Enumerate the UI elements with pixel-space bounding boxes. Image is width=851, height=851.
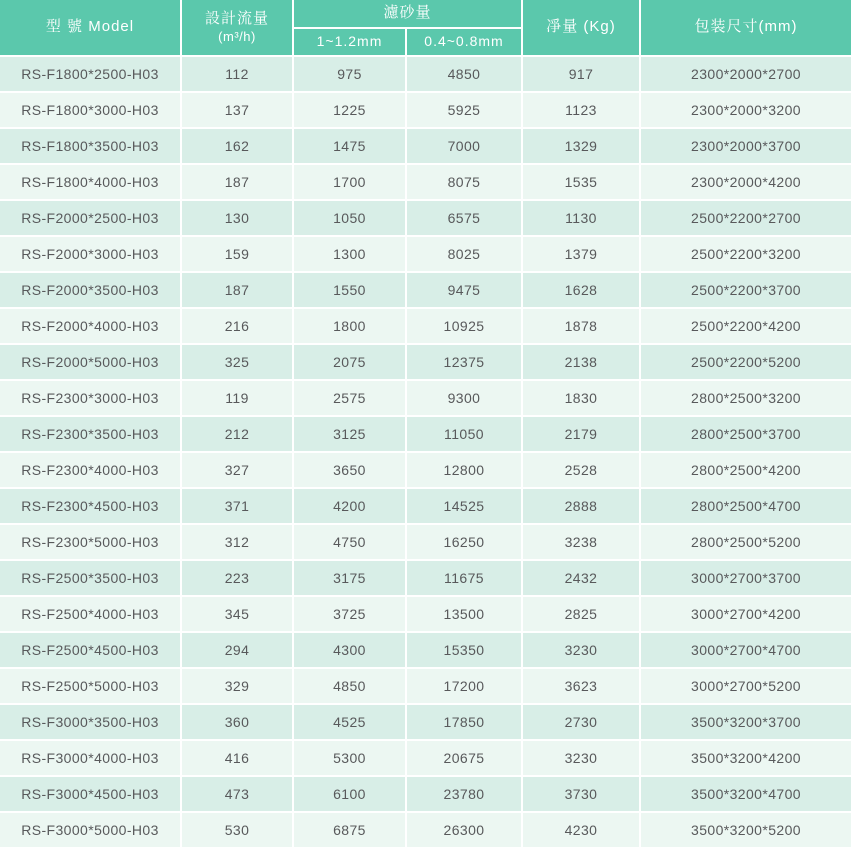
cell-net-weight: 1329: [523, 129, 639, 163]
cell-package-size: 2500*2200*3200: [641, 237, 851, 271]
cell-design-flow: 212: [182, 417, 292, 451]
cell-package-size: 3000*2700*4200: [641, 597, 851, 631]
cell-net-weight: 3623: [523, 669, 639, 703]
cell-sand-fine: 10925: [407, 309, 521, 343]
cell-model: RS-F2300*5000-H03: [0, 525, 180, 559]
header-sand-coarse: [294, 29, 405, 55]
cell-package-size: 3000*2700*5200: [641, 669, 851, 703]
cell-package-size: 2800*2500*5200: [641, 525, 851, 559]
cell-design-flow: 530: [182, 813, 292, 847]
cell-net-weight: 2528: [523, 453, 639, 487]
cell-net-weight: 3230: [523, 633, 639, 667]
cell-sand-coarse: 4850: [294, 669, 405, 703]
cell-design-flow: 371: [182, 489, 292, 523]
header-package-size: [641, 0, 851, 55]
cell-sand-fine: 6575: [407, 201, 521, 235]
header-design-flow: [182, 0, 292, 55]
cell-net-weight: 1830: [523, 381, 639, 415]
cell-design-flow: 223: [182, 561, 292, 595]
header-net-weight: [523, 0, 639, 55]
cell-model: RS-F2300*4000-H03: [0, 453, 180, 487]
cell-package-size: 2800*2500*4200: [641, 453, 851, 487]
header-design-flow-label: 設計流量: [204, 10, 269, 27]
cell-package-size: 3000*2700*4700: [641, 633, 851, 667]
cell-net-weight: 3730: [523, 777, 639, 811]
cell-sand-fine: 7000: [407, 129, 521, 163]
cell-package-size: 3500*3200*5200: [641, 813, 851, 847]
cell-sand-fine: 15350: [407, 633, 521, 667]
cell-net-weight: 2825: [523, 597, 639, 631]
cell-model: RS-F1800*3000-H03: [0, 93, 180, 127]
cell-package-size: 3500*3200*4200: [641, 741, 851, 775]
cell-sand-coarse: 4200: [294, 489, 405, 523]
cell-sand-fine: 8025: [407, 237, 521, 271]
header-model: [0, 0, 180, 55]
cell-sand-fine: 16250: [407, 525, 521, 559]
cell-design-flow: 312: [182, 525, 292, 559]
cell-model: RS-F2000*3000-H03: [0, 237, 180, 271]
cell-model: RS-F2500*4000-H03: [0, 597, 180, 631]
cell-net-weight: 1628: [523, 273, 639, 307]
cell-sand-coarse: 3650: [294, 453, 405, 487]
cell-sand-coarse: 6100: [294, 777, 405, 811]
cell-net-weight: 1130: [523, 201, 639, 235]
cell-sand-fine: 26300: [407, 813, 521, 847]
cell-package-size: 2300*2000*4200: [641, 165, 851, 199]
cell-net-weight: 1123: [523, 93, 639, 127]
cell-sand-fine: 14525: [407, 489, 521, 523]
cell-design-flow: 294: [182, 633, 292, 667]
cell-design-flow: 345: [182, 597, 292, 631]
cell-model: RS-F2500*4500-H03: [0, 633, 180, 667]
cell-sand-coarse: 3725: [294, 597, 405, 631]
cell-sand-coarse: 975: [294, 57, 405, 91]
cell-net-weight: 917: [523, 57, 639, 91]
cell-package-size: 2500*2200*2700: [641, 201, 851, 235]
cell-design-flow: 137: [182, 93, 292, 127]
cell-model: RS-F3000*4500-H03: [0, 777, 180, 811]
cell-sand-coarse: 2575: [294, 381, 405, 415]
header-sand-volume-label: 濾砂量: [383, 4, 432, 22]
cell-sand-fine: 12375: [407, 345, 521, 379]
cell-net-weight: 1878: [523, 309, 639, 343]
cell-sand-fine: 8075: [407, 165, 521, 199]
cell-net-weight: 2432: [523, 561, 639, 595]
header-sand-volume-group: [294, 0, 521, 27]
cell-package-size: 2800*2500*3700: [641, 417, 851, 451]
cell-model: RS-F2000*5000-H03: [0, 345, 180, 379]
cell-sand-fine: 11675: [407, 561, 521, 595]
cell-design-flow: 112: [182, 57, 292, 91]
cell-sand-coarse: 4525: [294, 705, 405, 739]
cell-design-flow: 187: [182, 165, 292, 199]
cell-design-flow: 119: [182, 381, 292, 415]
cell-sand-coarse: 1475: [294, 129, 405, 163]
cell-net-weight: 3238: [523, 525, 639, 559]
cell-sand-fine: 5925: [407, 93, 521, 127]
cell-sand-fine: 12800: [407, 453, 521, 487]
cell-design-flow: 329: [182, 669, 292, 703]
cell-sand-coarse: 1300: [294, 237, 405, 271]
cell-package-size: 2300*2000*3200: [641, 93, 851, 127]
cell-sand-coarse: 1050: [294, 201, 405, 235]
cell-model: RS-F3000*4000-H03: [0, 741, 180, 775]
cell-design-flow: 159: [182, 237, 292, 271]
header-sand-coarse-label: 1~1.2mm: [316, 33, 383, 50]
cell-model: RS-F1800*2500-H03: [0, 57, 180, 91]
cell-net-weight: 2730: [523, 705, 639, 739]
cell-sand-coarse: 1700: [294, 165, 405, 199]
header-sand-fine: [407, 29, 521, 55]
cell-sand-fine: 4850: [407, 57, 521, 91]
header-design-flow-unit: (m³/h): [218, 28, 256, 44]
cell-model: RS-F3000*5000-H03: [0, 813, 180, 847]
cell-model: RS-F2500*5000-H03: [0, 669, 180, 703]
cell-sand-coarse: 1225: [294, 93, 405, 127]
cell-package-size: 3500*3200*4700: [641, 777, 851, 811]
cell-sand-coarse: 6875: [294, 813, 405, 847]
cell-model: RS-F2300*4500-H03: [0, 489, 180, 523]
cell-net-weight: 1379: [523, 237, 639, 271]
cell-sand-coarse: 1800: [294, 309, 405, 343]
cell-net-weight: 4230: [523, 813, 639, 847]
header-sand-fine-label: 0.4~0.8mm: [424, 33, 504, 50]
cell-sand-fine: 9475: [407, 273, 521, 307]
cell-design-flow: 162: [182, 129, 292, 163]
cell-sand-coarse: 4750: [294, 525, 405, 559]
header-net-weight-label: 凈量 (Kg): [546, 18, 616, 36]
cell-net-weight: 3230: [523, 741, 639, 775]
cell-sand-fine: 11050: [407, 417, 521, 451]
cell-design-flow: 416: [182, 741, 292, 775]
cell-sand-fine: 17200: [407, 669, 521, 703]
cell-design-flow: 360: [182, 705, 292, 739]
cell-package-size: 2300*2000*2700: [641, 57, 851, 91]
cell-design-flow: 473: [182, 777, 292, 811]
cell-model: RS-F2000*3500-H03: [0, 273, 180, 307]
cell-model: RS-F2500*3500-H03: [0, 561, 180, 595]
cell-package-size: 3000*2700*3700: [641, 561, 851, 595]
cell-package-size: 2500*2200*3700: [641, 273, 851, 307]
cell-model: RS-F2300*3500-H03: [0, 417, 180, 451]
cell-package-size: 2500*2200*4200: [641, 309, 851, 343]
cell-sand-coarse: 3175: [294, 561, 405, 595]
cell-sand-coarse: 5300: [294, 741, 405, 775]
cell-model: RS-F1800*3500-H03: [0, 129, 180, 163]
cell-package-size: 2800*2500*3200: [641, 381, 851, 415]
cell-model: RS-F3000*3500-H03: [0, 705, 180, 739]
cell-sand-fine: 9300: [407, 381, 521, 415]
cell-design-flow: 327: [182, 453, 292, 487]
header-model-label: 型 號 Model: [45, 18, 135, 36]
cell-design-flow: 130: [182, 201, 292, 235]
cell-sand-coarse: 2075: [294, 345, 405, 379]
cell-design-flow: 325: [182, 345, 292, 379]
cell-package-size: 2300*2000*3700: [641, 129, 851, 163]
cell-sand-coarse: 4300: [294, 633, 405, 667]
cell-model: RS-F2300*3000-H03: [0, 381, 180, 415]
cell-net-weight: 2179: [523, 417, 639, 451]
cell-design-flow: 187: [182, 273, 292, 307]
cell-package-size: 2800*2500*4700: [641, 489, 851, 523]
cell-model: RS-F2000*2500-H03: [0, 201, 180, 235]
cell-model: RS-F2000*4000-H03: [0, 309, 180, 343]
cell-net-weight: 1535: [523, 165, 639, 199]
cell-net-weight: 2888: [523, 489, 639, 523]
cell-package-size: 2500*2200*5200: [641, 345, 851, 379]
cell-net-weight: 2138: [523, 345, 639, 379]
cell-design-flow: 216: [182, 309, 292, 343]
cell-sand-coarse: 3125: [294, 417, 405, 451]
cell-sand-fine: 13500: [407, 597, 521, 631]
cell-package-size: 3500*3200*3700: [641, 705, 851, 739]
cell-sand-fine: 23780: [407, 777, 521, 811]
cell-model: RS-F1800*4000-H03: [0, 165, 180, 199]
cell-sand-coarse: 1550: [294, 273, 405, 307]
header-package-size-label: 包装尺寸(mm): [694, 18, 798, 36]
cell-sand-fine: 20675: [407, 741, 521, 775]
cell-sand-fine: 17850: [407, 705, 521, 739]
